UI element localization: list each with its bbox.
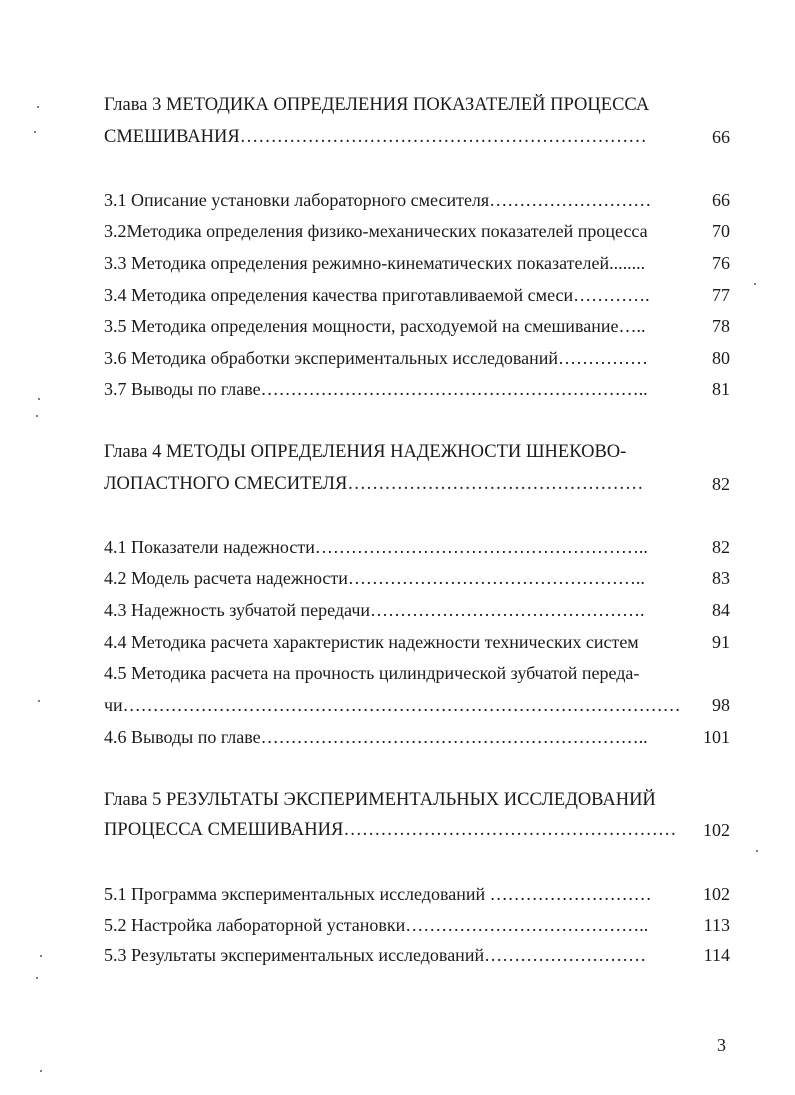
toc-entry-page: 102: [703, 884, 730, 904]
scan-speck: [37, 106, 39, 108]
toc-entry: чи…………………………………………………………………………………: [104, 695, 681, 715]
scan-speck: [40, 955, 42, 957]
toc-entry-page: 76: [712, 253, 730, 273]
toc-entry-page: 66: [712, 190, 730, 210]
scan-speck: [754, 283, 756, 285]
toc-entry-page: 101: [703, 727, 730, 747]
chapter-3-heading-cont: СМЕШИВАНИЯ…………………………………………………………: [104, 127, 647, 147]
toc-entry: 4.6 Выводы по главе………………………………………………………..: [104, 727, 648, 747]
toc-entry: 4.1 Показатели надежности………………………………………………..: [104, 537, 648, 557]
scan-speck: [36, 977, 38, 979]
toc-entry-page: 84: [712, 600, 730, 620]
toc-entry: 5.1 Программа экспериментальных исследований ………………………: [104, 884, 652, 904]
scan-speck: [38, 700, 40, 702]
chapter-4-page: 82: [712, 474, 730, 494]
toc-entry: 5.2 Настройка лабораторной установки…………………………………..: [104, 915, 649, 935]
toc-entry-page: 82: [712, 537, 730, 557]
scan-speck: [36, 415, 38, 417]
chapter-3-heading: Глава 3 МЕТОДИКА ОПРЕДЕЛЕНИЯ ПОКАЗАТЕЛЕЙ ПРОЦЕССА: [104, 95, 650, 115]
toc-entry: 4.2 Модель расчета надежности…………………………………………..: [104, 568, 645, 588]
toc-entry-page: 83: [712, 568, 730, 588]
chapter-5-heading-cont: ПРОЦЕССА СМЕШИВАНИЯ………………………………………………: [104, 820, 677, 840]
toc-entry-page: 70: [712, 221, 730, 241]
toc-entry-page: 77: [712, 285, 730, 305]
chapter-4-heading: Глава 4 МЕТОДЫ ОПРЕДЕЛЕНИЯ НАДЕЖНОСТИ ШНЕКОВО-: [104, 442, 627, 462]
toc-entry-page: 78: [712, 316, 730, 336]
toc-entry-page: 113: [703, 915, 730, 935]
toc-entry: 3.5 Методика определения мощности, расходуемой на смешивание…..: [104, 316, 646, 336]
chapter-4-heading-cont: ЛОПАСТНОГО СМЕСИТЕЛЯ…………………………………………: [104, 474, 644, 494]
toc-entry-page: 114: [703, 945, 730, 965]
toc-entry: 3.7 Выводы по главе………………………………………………………..: [104, 379, 648, 399]
toc-entry: 4.5 Методика расчета на прочность цилиндрической зубчатой переда-: [104, 663, 640, 683]
toc-entry-page: 81: [712, 379, 730, 399]
toc-entry: 4.3 Надежность зубчатой передачи……………………………………….: [104, 600, 645, 620]
chapter-5-page: 102: [703, 820, 730, 840]
chapter-5-heading: Глава 5 РЕЗУЛЬТАТЫ ЭКСПЕРИМЕНТАЛЬНЫХ ИССЛЕДОВАНИЙ: [104, 790, 656, 810]
toc-entry: 3.3 Методика определения режимно-кинематических показателей........: [104, 253, 646, 273]
toc-entry-page: 80: [712, 348, 730, 368]
scan-speck: [38, 398, 40, 400]
toc-entry: 4.4 Методика расчета характеристик надежности технических систем: [104, 632, 639, 652]
toc-entry: 3.2Методика определения физико-механических показателей процесса: [104, 221, 648, 241]
toc-entry: 3.1 Описание установки лабораторного смесителя………………………: [104, 190, 652, 210]
scan-speck: [756, 850, 758, 852]
scan-speck: [34, 131, 36, 133]
toc-entry-page: 91: [712, 632, 730, 652]
chapter-3-page: 66: [712, 127, 730, 147]
toc-entry-page: 98: [712, 695, 730, 715]
scan-speck: [40, 1070, 42, 1072]
page-number: 3: [717, 1035, 726, 1055]
toc-entry: 3.4 Методика определения качества приготавливаемой смеси………….: [104, 285, 650, 305]
toc-entry: 5.3 Результаты экспериментальных исследований………………………: [104, 945, 647, 965]
toc-entry: 3.6 Методика обработки экспериментальных исследований……………: [104, 348, 649, 368]
